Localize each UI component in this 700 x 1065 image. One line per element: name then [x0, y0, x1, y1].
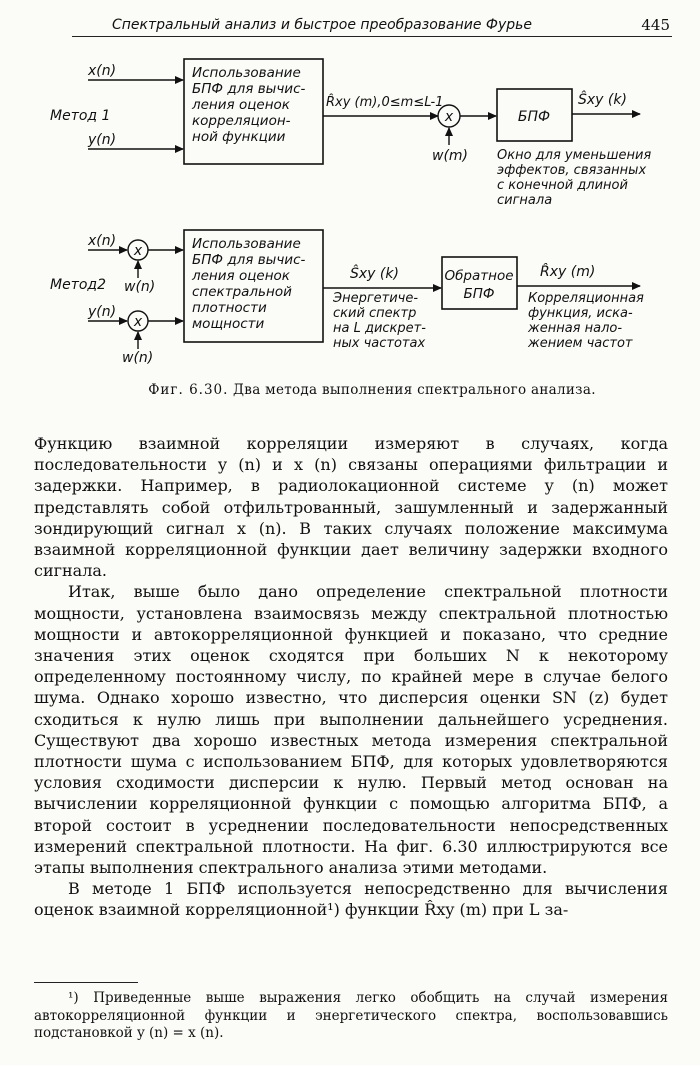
m1-correlation-output-label: R̂xy (m),0≤m≤L-1: [326, 95, 444, 110]
m2-inverse-note-line: жением частот: [528, 336, 633, 351]
m2-block-line: плотности: [192, 300, 267, 316]
m2-spectrum-note-line: на L дискрет-: [333, 321, 426, 336]
m1-window-label: w(m): [432, 148, 469, 164]
running-head: [72, 16, 672, 37]
m1-window-note-line: сигнала: [497, 193, 553, 208]
m1-block-line: ления оценок: [192, 97, 290, 113]
m2-block-text: [191, 236, 305, 332]
m2-x-window-label: w(n): [124, 279, 156, 295]
m2-spectrum-note-line: Энергетиче-: [333, 291, 419, 306]
m2-x-multiplier-symbol: x: [133, 243, 143, 259]
m1-block-line: корреляцион-: [192, 113, 291, 129]
m2-spectrum-label: Ŝxy (k): [350, 266, 399, 282]
m1-window-note-line: с конечной длиной: [497, 178, 628, 193]
m2-y-window-label: w(n): [122, 350, 154, 366]
paragraph-3: В методе 1 БПФ используется непосредственно для вычисления оценок взаимной корреляционной¹) функции R̂xy (m) при L за-: [34, 879, 668, 920]
figure-caption-number: Фиг. 6.30.: [148, 382, 229, 398]
figure-caption: [72, 382, 672, 398]
m1-method-label: Метод 1: [50, 108, 111, 124]
m2-inverse-note-line: женная нало-: [528, 321, 623, 336]
m2-inverse-output-label: R̂xy (m): [540, 264, 596, 280]
figure-6-30: [0, 40, 700, 380]
m1-window-note-line: Окно для уменьшения: [497, 148, 652, 163]
m2-x-input-label: x(n): [88, 233, 117, 249]
m1-window-note-line: эффектов, связанных: [497, 163, 647, 178]
footnote: ¹) Приведенные выше выражения легко обобщить на случай измерения автокорреляционной функции и энергетического спектра, воспользовавшись подстановкой y (n) = x (n).: [34, 990, 668, 1041]
m2-inverse-note-line: Корреляционная: [528, 291, 644, 306]
m2-y-input-label: y(n): [88, 304, 117, 320]
m2-inverse-block-line1: Обратное: [444, 268, 514, 284]
m1-x-input-label: x(n): [88, 63, 117, 79]
paragraph-1: Функцию взаимной корреляции измеряют в случаях, когда последовательности y (n) и x (n) связаны операциями фильтрации и задержки. Например, в радиолокационной системе y (n) может представлять собой отфильтрованный, зашумленный и задержанный зондирующий сигнал x (n). В таких случаях положение максимума взаимной корреляционной функции дает величину задержки входного сигнала.: [34, 434, 668, 581]
figure-caption-text: Два метода выполнения спектрального анализа.: [233, 382, 596, 398]
m2-inverse-note-line: функция, иска-: [528, 306, 633, 321]
m1-block-text: [191, 65, 305, 145]
m1-block-line: БПФ для вычис-: [192, 81, 306, 97]
paragraph-2: Итак, выше было дано определение спектральной плотности мощности, установлена взаимосвязь между спектральной плотностью мощности и автокорреляционной функцией и показано, что средние значения этих оценок сходятся при больших N к некоторому определенному постоянному числу, по крайней мере в случае белого шума. Однако хорошо известно, что дисперсия оценки SN (z) будет сходиться к нулю лишь при выполнении дальнейшего усреднения. Существуют два хорошо известных метода измерения спектральной плотности шума с использованием БПФ, для которых удовлетворяются условия сходимости дисперсии к нулю. Первый метод основан на вычислении корреляционной функции с помощью алгоритма БПФ, а второй состоит в усреднении последовательности непосредственных измерений спектральной плотности. На фиг. 6.30 иллюстрируются все этапы выполнения спектрального анализа этими методами.: [34, 582, 668, 878]
m1-fft-output-label: Ŝxy (k): [578, 92, 627, 108]
m2-block-line: БПФ для вычис-: [192, 252, 306, 268]
m1-fft-block-label: БПФ: [517, 109, 551, 125]
m1-y-input-label: y(n): [88, 132, 117, 148]
m2-block-line: Использование: [192, 236, 301, 252]
m2-inverse-note: [527, 291, 644, 351]
m2-y-multiplier-symbol: x: [133, 314, 143, 330]
m1-multiplier-symbol: x: [444, 109, 454, 125]
m2-block-line: мощности: [192, 316, 265, 332]
m2-spectrum-note-line: ский спектр: [333, 306, 417, 321]
m2-inverse-block-line2: БПФ: [463, 286, 495, 302]
m2-spectrum-note-line: ных частотах: [333, 336, 426, 351]
m1-block-line: ной функции: [192, 129, 286, 145]
footnote-rule: [34, 982, 138, 983]
m1-block-line: Использование: [192, 65, 301, 81]
running-head-title: Спектральный анализ и быстрое преобразование Фурье: [112, 17, 532, 33]
m2-block-line: спектральной: [192, 284, 292, 300]
page-number: 445: [641, 16, 670, 34]
m2-spectrum-note: [332, 291, 426, 351]
m2-block-line: ления оценок: [192, 268, 290, 284]
m2-method-label: Метод2: [50, 277, 106, 293]
m1-window-note: [497, 148, 651, 208]
body-text: [34, 433, 668, 921]
